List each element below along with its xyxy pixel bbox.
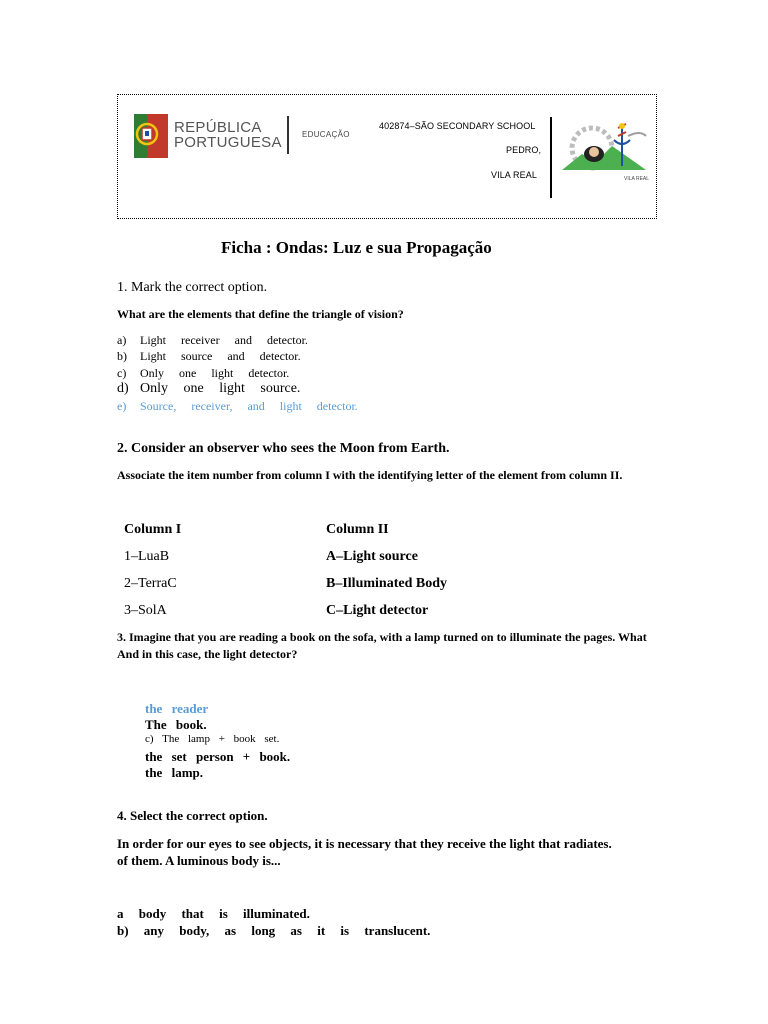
- q1-option-d[interactable]: [117, 381, 300, 397]
- gov-dept: EDUCAÇÃO: [302, 130, 350, 139]
- option-marker: d): [117, 381, 129, 396]
- q1-question: What are the elements that define the triangle of vision?: [117, 307, 404, 321]
- q2-instruction: Associate the item number from column I with the identifying letter of the element from column II.: [117, 468, 623, 482]
- q4-line2: of them. A luminous body is...: [117, 853, 281, 868]
- col1-header: Column I: [124, 522, 182, 537]
- q4-option-b[interactable]: b) any body, as long as it is translucent.: [117, 923, 431, 938]
- q4-line1: In order for our eyes to see objects, it is necessary that they receive the light that radiates.: [117, 836, 612, 851]
- col2-header: Column II: [326, 522, 389, 537]
- republica-portuguesa-logo: [134, 112, 354, 172]
- coat-of-arms-icon: [134, 114, 168, 158]
- logo-divider: [287, 116, 289, 154]
- table-cell-c1: 2–TerraC: [124, 576, 177, 591]
- table-cell-c1: 1–LuaB: [124, 549, 170, 564]
- option-marker: a): [117, 333, 127, 347]
- school-line3: VILA REAL: [491, 170, 537, 180]
- q1-option-a[interactable]: [117, 333, 308, 348]
- option-text: Source, receiver, and light detector.: [140, 399, 358, 413]
- school-logo-label: VILA REAL: [624, 176, 650, 182]
- school-line2: PEDRO,: [506, 145, 542, 155]
- q3-option-1[interactable]: the reader: [145, 701, 209, 716]
- gov-line2: PORTUGUESA: [174, 134, 282, 151]
- option-marker: c): [117, 366, 127, 380]
- option-text: Only one light detector.: [140, 366, 290, 380]
- q1-option-e[interactable]: [117, 399, 358, 414]
- q3-line2: And in this case, the light detector?: [117, 647, 298, 661]
- q1-option-b[interactable]: [117, 349, 301, 364]
- option-text: Only one light source.: [140, 381, 301, 396]
- q3-option-4[interactable]: the set person + book.: [145, 749, 291, 764]
- page-title: Ficha : Ondas: Luz e sua Propagação: [221, 238, 492, 257]
- school-line1: 402874–SÃO SECONDARY SCHOOL: [379, 121, 536, 131]
- header-vertical-rule: [550, 117, 552, 198]
- table-cell-c2: B–Illuminated Body: [326, 576, 447, 591]
- q3-line1: 3. Imagine that you are reading a book on the sofa, with a lamp turned on to illuminate the pages. What: [117, 630, 647, 644]
- school-logo: [558, 118, 652, 188]
- q2-heading: 2. Consider an observer who sees the Moon from Earth.: [117, 441, 450, 456]
- gov-line1: REPÚBLICA: [174, 119, 262, 136]
- q3-option-5[interactable]: the lamp.: [145, 765, 203, 780]
- q1-instruction: 1. Mark the correct option.: [117, 280, 268, 295]
- q4-option-a[interactable]: a body that is illuminated.: [117, 906, 310, 921]
- option-text: Light source and detector.: [140, 349, 301, 363]
- q1-option-c[interactable]: [117, 366, 289, 381]
- table-cell-c2: A–Light source: [326, 549, 418, 564]
- q3-option-2[interactable]: The book.: [145, 717, 207, 732]
- q4-heading: 4. Select the correct option.: [117, 808, 268, 823]
- q3-option-3[interactable]: c) The lamp + book set.: [145, 733, 280, 745]
- option-text: Light receiver and detector.: [140, 333, 308, 347]
- table-cell-c1: 3–SolA: [124, 603, 167, 618]
- option-marker: e): [117, 399, 127, 413]
- option-marker: b): [117, 349, 127, 363]
- table-cell-c2: C–Light detector: [326, 603, 429, 618]
